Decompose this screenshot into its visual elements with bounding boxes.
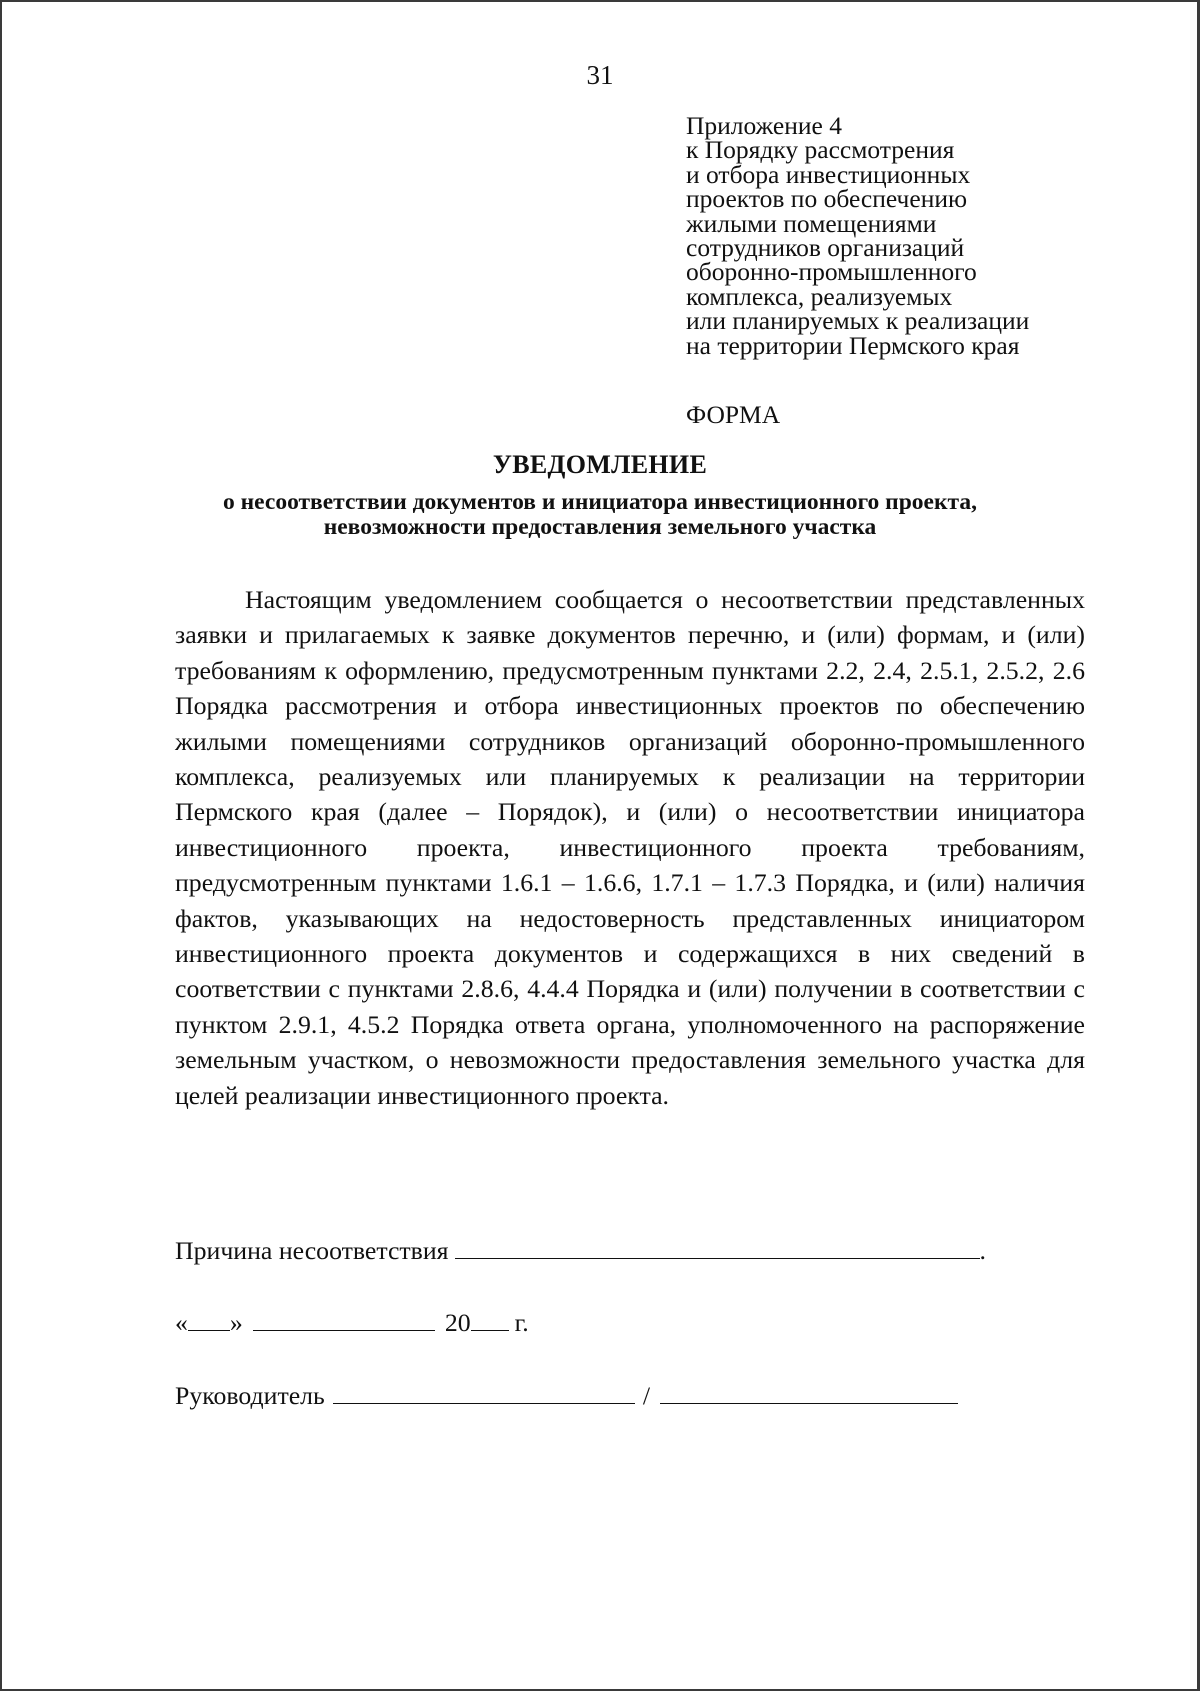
appendix-line: сотрудников организаций bbox=[686, 233, 965, 263]
reason-row bbox=[175, 1234, 986, 1267]
appendix-line: комплекса, реализуемых bbox=[686, 281, 953, 311]
appendix-line: к Порядку рассмотрения bbox=[686, 135, 955, 165]
date-year-blank[interactable] bbox=[471, 1306, 509, 1331]
scan-border-left bbox=[0, 0, 2, 1691]
head-signature-blank[interactable] bbox=[333, 1379, 635, 1404]
head-signature-row bbox=[175, 1379, 958, 1412]
head-name-blank[interactable] bbox=[660, 1379, 958, 1404]
subtitle-line-1: о несоответствии документов и инициатора инвестиционного проекта, bbox=[223, 489, 977, 515]
appendix-header bbox=[686, 111, 1106, 360]
appendix-line: жилыми помещениями bbox=[686, 208, 937, 238]
scan-border-top bbox=[0, 0, 1200, 2]
appendix-line: на территории Пермского края bbox=[686, 330, 1020, 360]
date-year-prefix: 20 bbox=[444, 1308, 471, 1337]
date-row bbox=[175, 1306, 529, 1339]
form-label: ФОРМА bbox=[686, 400, 781, 429]
document-subtitle bbox=[0, 490, 1200, 540]
appendix-line: и отбора инвестиционных bbox=[686, 159, 971, 189]
date-month-blank[interactable] bbox=[253, 1306, 435, 1331]
page-number: 31 bbox=[586, 60, 614, 90]
subtitle-line-2: невозможности предоставления земельного участка bbox=[323, 514, 877, 540]
reason-end-mark: . bbox=[979, 1236, 986, 1265]
notification-body-text: Настоящим уведомлением сообщается о несоответствии представленных заявки и прилагаемых к заявке документов перечню, и (или) формам, и (или) требованиям к оформлению, предусмотренным пунктами 2.2, 2.4, 2.5.1, 2.5.2, 2.6 Порядка рассмотрения и отбора инвестиционных проектов по обеспечению жилыми помещениями сотрудников организаций оборонно-промышленного комплекса, реализуемых или планируемых к реализации на территории Пермского края (далее – Порядок), и (или) о несоответствии инициатора инвестиционного проекта, инвестиционного проекта требованиям, предусмотренным пунктами 1.6.1 – 1.6.6, 1.7.1 – 1.7.3 Порядка, и (или) наличия фактов, указывающих на недостоверность представленных инициатором инвестиционного проекта документов и содержащихся в них сведений в соответствии с пунктами 2.8.6, 4.4.4 Порядка и (или) получении в соответствии с пунктом 2.9.1, 4.5.2 Порядка ответа органа, уполномоченного на распоряжение земельным участком, о невозможности предоставления земельного участка для целей реализации инвестиционного проекта. bbox=[175, 585, 1085, 1110]
appendix-line: проектов по обеспечению bbox=[686, 184, 968, 214]
appendix-line: оборонно-промышленного bbox=[686, 257, 977, 287]
reason-label: Причина несоответствия bbox=[175, 1236, 449, 1265]
appendix-line: Приложение 4 bbox=[686, 111, 842, 140]
reason-blank-field[interactable] bbox=[455, 1234, 980, 1259]
date-day-blank[interactable] bbox=[188, 1306, 230, 1331]
appendix-line: или планируемых к реализации bbox=[686, 306, 1030, 336]
date-open-quote: « bbox=[175, 1308, 188, 1337]
head-label: Руководитель bbox=[175, 1381, 325, 1410]
head-separator: / bbox=[642, 1381, 650, 1410]
date-year-suffix: г. bbox=[514, 1308, 529, 1337]
document-title: УВЕДОМЛЕНИЕ bbox=[492, 450, 708, 479]
date-close-quote: » bbox=[229, 1308, 243, 1337]
